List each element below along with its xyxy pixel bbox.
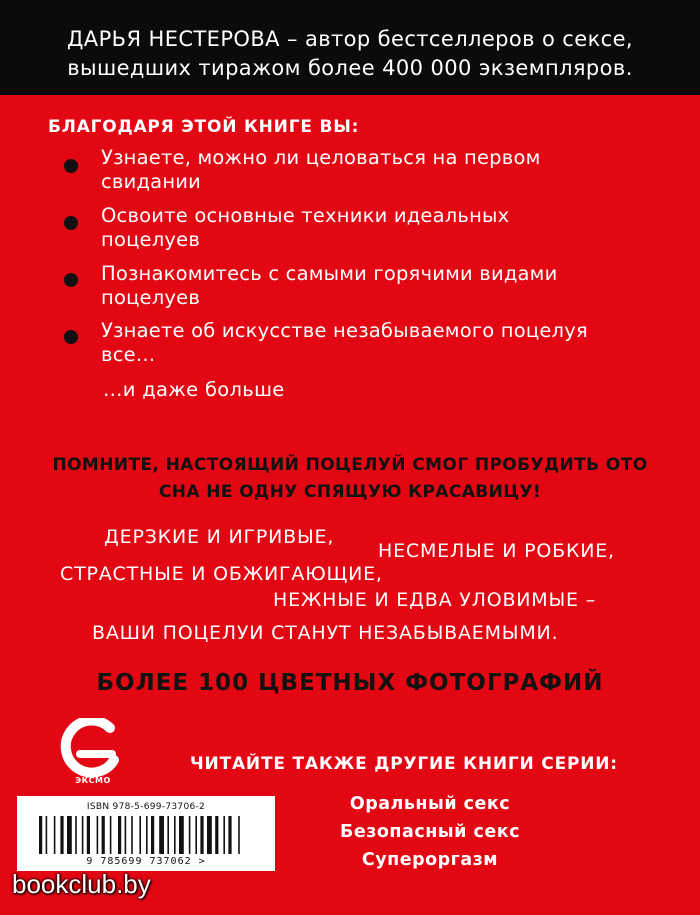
series-book: Безопасный секс <box>340 822 520 842</box>
barcode-stripe <box>46 816 48 854</box>
barcode-stripe <box>179 816 184 854</box>
barcode-stripe <box>97 816 99 854</box>
benefit-item <box>101 146 661 194</box>
isbn-number: ISBN 978-5-699-73706-2 <box>86 802 206 812</box>
barcode-stripe <box>167 816 169 854</box>
barcode-stripe <box>87 816 90 854</box>
series-heading: ЧИТАЙТЕ ТАКЖЕ ДРУГИЕ КНИГИ СЕРИИ: <box>190 754 618 774</box>
bullet-icon <box>64 273 78 287</box>
barcode-stripe <box>223 816 225 854</box>
barcode-stripe <box>207 816 212 854</box>
barcode-stripe <box>82 816 84 854</box>
benefit-item <box>101 204 661 252</box>
author-line-1: ДАРЬЯ НЕСТЕРОВА – автор бестселлеров о сексе, <box>67 27 633 51</box>
kiss-type-tender: НЕЖНЫЕ И ЕДВА УЛОВИМЫЕ – <box>273 589 596 611</box>
eksmo-logo-icon <box>60 718 124 782</box>
benefits-heading: БЛАГОДАРЯ ЭТОЙ КНИГЕ ВЫ: <box>48 117 360 137</box>
series-book: Супероргазм <box>361 850 499 870</box>
remember-line-2: СНА НЕ ОДНУ СПЯЩУЮ КРАСАВИЦУ! <box>158 482 542 502</box>
barcode-digits: 9 785699 737062 > <box>86 856 206 867</box>
barcode-stripe <box>151 816 154 854</box>
barcode-stripe <box>189 816 191 854</box>
bullet-icon <box>64 330 78 344</box>
barcode-stripe <box>118 816 121 854</box>
barcode-stripe <box>215 816 218 854</box>
barcode-stripe <box>131 816 133 854</box>
author-banner <box>0 0 700 95</box>
barcode-stripe <box>195 816 197 854</box>
kiss-unforgettable: ВАШИ ПОЦЕЛУИ СТАНУТ НЕЗАБЫВАЕМЫМИ. <box>92 622 559 644</box>
bullet-icon <box>64 216 78 230</box>
barcode-stripe <box>228 816 231 854</box>
benefit-item <box>101 262 661 310</box>
barcode-stripe <box>54 816 56 854</box>
barcode-stripe <box>200 816 203 854</box>
barcode-stripe <box>39 816 42 854</box>
barcode-stripe <box>125 816 127 854</box>
barcode-stripe <box>75 816 77 854</box>
kiss-type-shy: НЕСМЕЛЫЕ И РОБКИЕ, <box>378 540 615 562</box>
author-line-2: вышедших тиражом более 400 000 экземпляров. <box>67 56 633 80</box>
barcode-block <box>17 796 275 871</box>
benefit-line: Узнаете об искусстве незабываемого поцелуя <box>101 319 588 342</box>
photos-count: БОЛЕЕ 100 ЦВЕТНЫХ ФОТОГРАФИЙ <box>96 670 604 696</box>
barcode-stripe <box>174 816 176 854</box>
kiss-type-passionate: СТРАСТНЫЕ И ОБЖИГАЮЩИЕ, <box>60 563 383 585</box>
publisher-name: ЭКСМО <box>75 776 111 785</box>
kiss-type-bold: ДЕРЗКИЕ И ИГРИВЫЕ, <box>104 526 335 548</box>
barcode-stripe <box>110 816 112 854</box>
watermark: bookclub.by <box>12 869 151 899</box>
bullet-icon <box>64 159 78 173</box>
benefit-line: поцелуев <box>101 228 201 251</box>
benefit-line: все… <box>101 343 156 366</box>
benefit-item <box>101 319 661 367</box>
barcode-stripe <box>139 816 141 854</box>
barcode-stripe <box>146 816 148 854</box>
and-more-text: …и даже больше <box>103 378 285 401</box>
series-book: Оральный секс <box>349 794 511 814</box>
barcode-icon <box>39 816 253 854</box>
benefit-line: свидании <box>101 170 202 193</box>
benefit-line: Познакомитесь с самыми горячими видами <box>101 262 558 285</box>
remember-line-1: ПОМНИТЕ, НАСТОЯЩИЙ ПОЦЕЛУЙ СМОГ ПРОБУДИТЬ ОТО <box>52 455 648 475</box>
barcode-stripe <box>60 816 63 854</box>
benefit-line: Освоите основные техники идеальных <box>101 204 510 227</box>
benefit-line: Узнаете, можно ли целоваться на первом <box>101 146 541 169</box>
barcode-stripe <box>238 816 240 854</box>
barcode-stripe <box>159 816 164 854</box>
barcode-stripe <box>67 816 72 854</box>
benefit-line: поцелуев <box>101 286 201 309</box>
barcode-stripe <box>102 816 105 854</box>
